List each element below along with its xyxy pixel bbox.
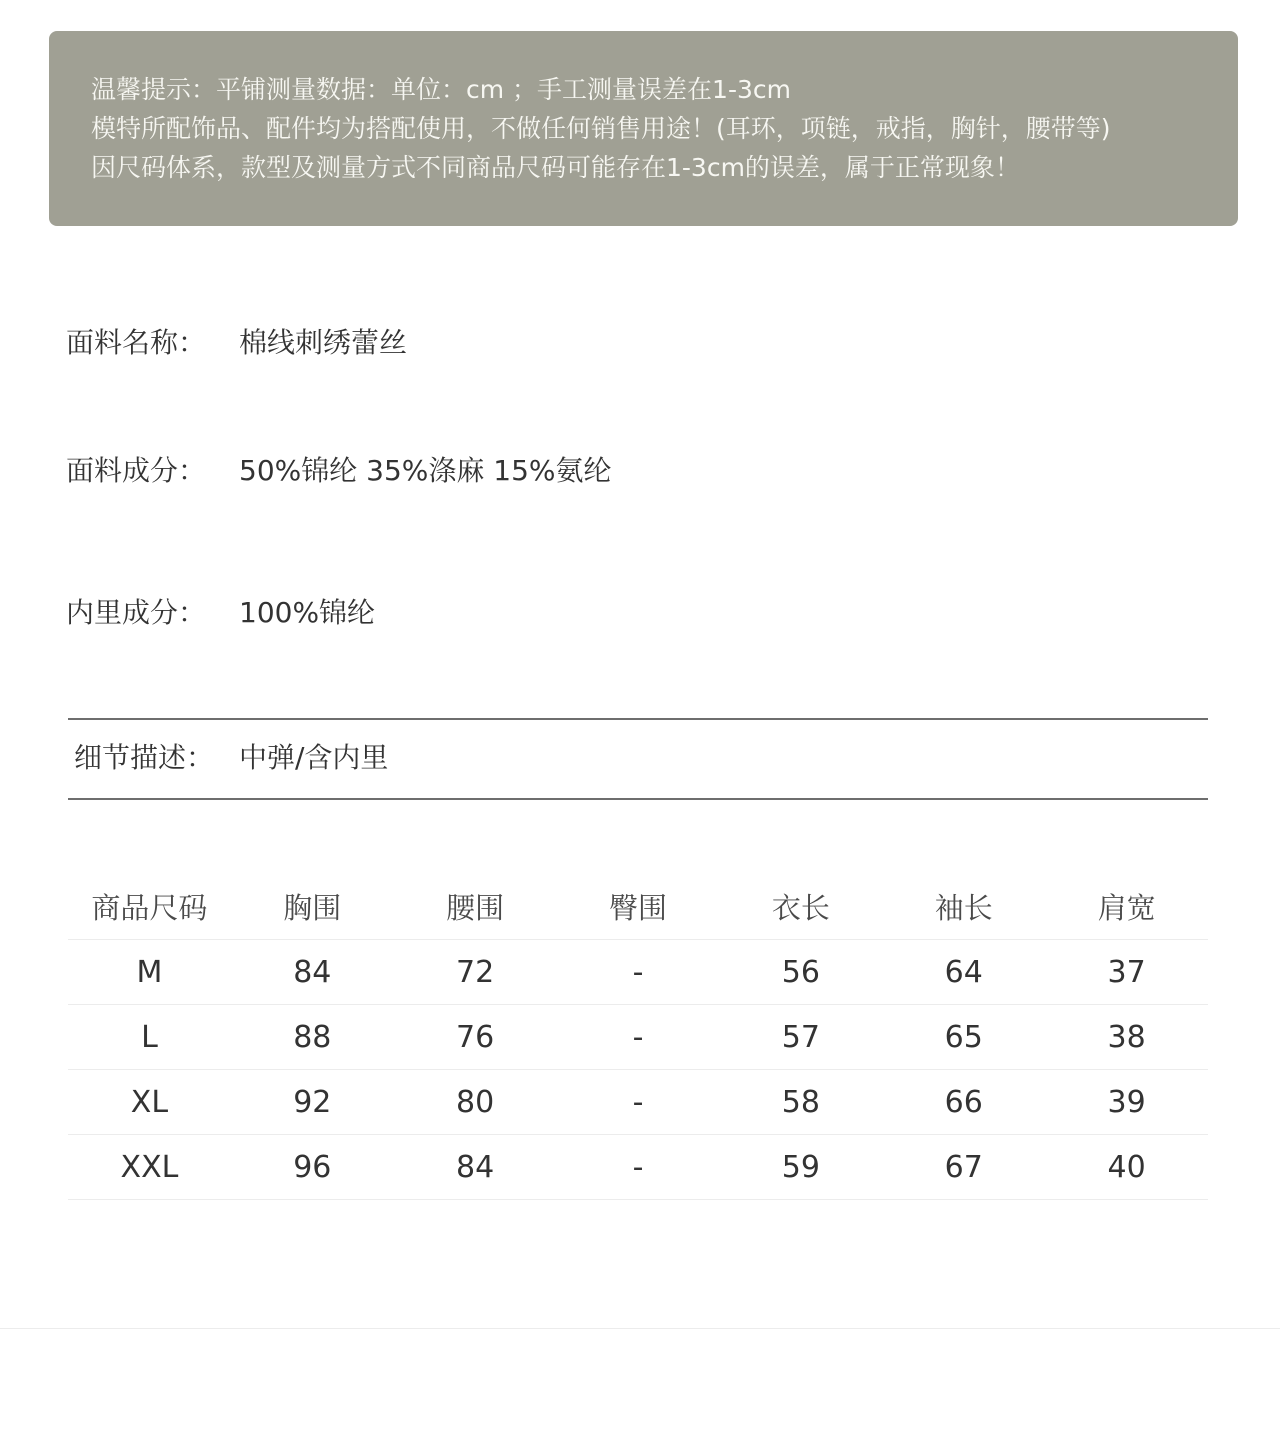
notice-line-accessories: 模特所配饰品、配件均为搭配使用，不做任何销售用途！(耳环，项链，戒指，胸针，腰带等) (91, 114, 1111, 143)
size-table-header (68, 874, 1208, 940)
cell-hip: - (632, 1149, 644, 1185)
cell-length: 59 (781, 1149, 820, 1185)
cell-shoulder: 40 (1107, 1149, 1146, 1185)
cell-sleeve: 64 (944, 954, 983, 990)
header-size: 商品尺码 (91, 891, 208, 925)
detail-top-rule (68, 718, 1208, 720)
detail-label: 细节描述： (74, 741, 215, 774)
cell-bust: 92 (293, 1084, 332, 1120)
size-table (68, 874, 1208, 1200)
cell-sleeve: 65 (944, 1019, 983, 1055)
header-sleeve: 袖长 (934, 891, 993, 925)
notice-line-measurement: 温馨提示：平铺测量数据：单位：cm ；手工测量误差在1-3cm (91, 75, 791, 104)
cell-size: M (136, 954, 163, 990)
cell-bust: 88 (293, 1019, 332, 1055)
fabric-composition-value: 50%锦纶 35%涤麻 15%氨纶 (239, 454, 612, 487)
header-shoulder: 肩宽 (1097, 891, 1156, 925)
cell-hip: - (632, 954, 644, 990)
fabric-name-label: 面料名称： (66, 326, 207, 359)
cell-length: 56 (781, 954, 820, 990)
cell-length: 58 (781, 1084, 820, 1120)
table-row (68, 1135, 1208, 1200)
bottom-divider (0, 1328, 1280, 1329)
header-bust: 胸围 (283, 891, 342, 925)
cell-waist: 76 (456, 1019, 495, 1055)
header-waist: 腰围 (446, 891, 505, 925)
cell-waist: 72 (456, 954, 495, 990)
cell-bust: 84 (293, 954, 332, 990)
table-row (68, 1005, 1208, 1070)
cell-size: L (141, 1019, 158, 1055)
table-row (68, 1070, 1208, 1135)
cell-hip: - (632, 1019, 644, 1055)
detail-value: 中弹/含内里 (239, 741, 389, 774)
notice-line-size-tolerance: 因尺码体系，款型及测量方式不同商品尺码可能存在1-3cm的误差，属于正常现象！ (91, 153, 1020, 182)
table-row (68, 940, 1208, 1005)
cell-sleeve: 67 (944, 1149, 983, 1185)
cell-waist: 84 (456, 1149, 495, 1185)
cell-hip: - (632, 1084, 644, 1120)
cell-size: XXL (120, 1149, 179, 1185)
cell-length: 57 (781, 1019, 820, 1055)
cell-shoulder: 38 (1107, 1019, 1146, 1055)
cell-shoulder: 37 (1107, 954, 1146, 990)
lining-composition-label: 内里成分： (66, 596, 207, 629)
cell-shoulder: 39 (1107, 1084, 1146, 1120)
notice-banner (49, 31, 1238, 226)
header-length: 衣长 (771, 891, 830, 925)
cell-size: XL (130, 1084, 169, 1120)
cell-bust: 96 (293, 1149, 332, 1185)
header-hip: 臀围 (609, 891, 668, 925)
fabric-name-value: 棉线刺绣蕾丝 (239, 326, 408, 359)
cell-waist: 80 (456, 1084, 495, 1120)
lining-composition-value: 100%锦纶 (239, 596, 376, 629)
cell-sleeve: 66 (944, 1084, 983, 1120)
fabric-composition-label: 面料成分： (66, 454, 207, 487)
detail-bottom-rule (68, 798, 1208, 800)
